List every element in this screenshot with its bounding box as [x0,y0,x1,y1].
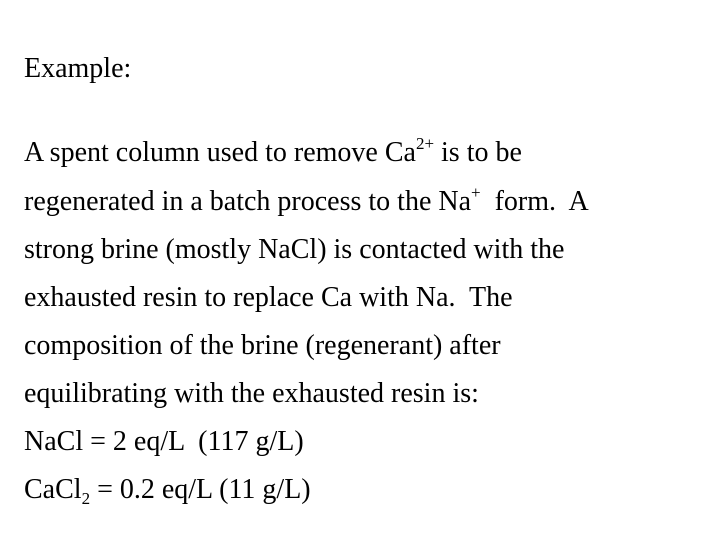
calcium-charge-superscript: 2+ [415,134,435,153]
slide-heading: Example: [24,53,132,84]
cacl2-formula: CaCl [24,474,82,505]
paragraph-line-3: strong brine (mostly NaCl) is contacted with the [24,234,565,265]
paragraph-line-2-text: regenerated in a batch process to the Na [24,186,472,217]
paragraph-line-1-text: A spent column used to remove Ca [24,137,416,168]
paragraph-line-5: composition of the brine (regenerant) after [24,330,501,361]
paragraph-line-1 [24,134,522,169]
nacl-concentration: NaCl = 2 eq/L (117 g/L) [24,426,304,457]
chlorine-count-subscript: 2 [81,489,91,508]
cacl2-value: = 0.2 eq/L (11 g/L) [90,474,311,505]
paragraph-line-2 [24,183,589,218]
paragraph-line-1-tail: is to be [434,137,522,168]
sodium-charge-superscript: + [471,183,481,202]
paragraph-line-6: equilibrating with the exhausted resin is: [24,378,479,409]
paragraph-line-4: exhausted resin to replace Ca with Na. The [24,282,513,313]
paragraph-line-2-tail: form. A [480,186,589,217]
cacl2-concentration [24,474,311,506]
